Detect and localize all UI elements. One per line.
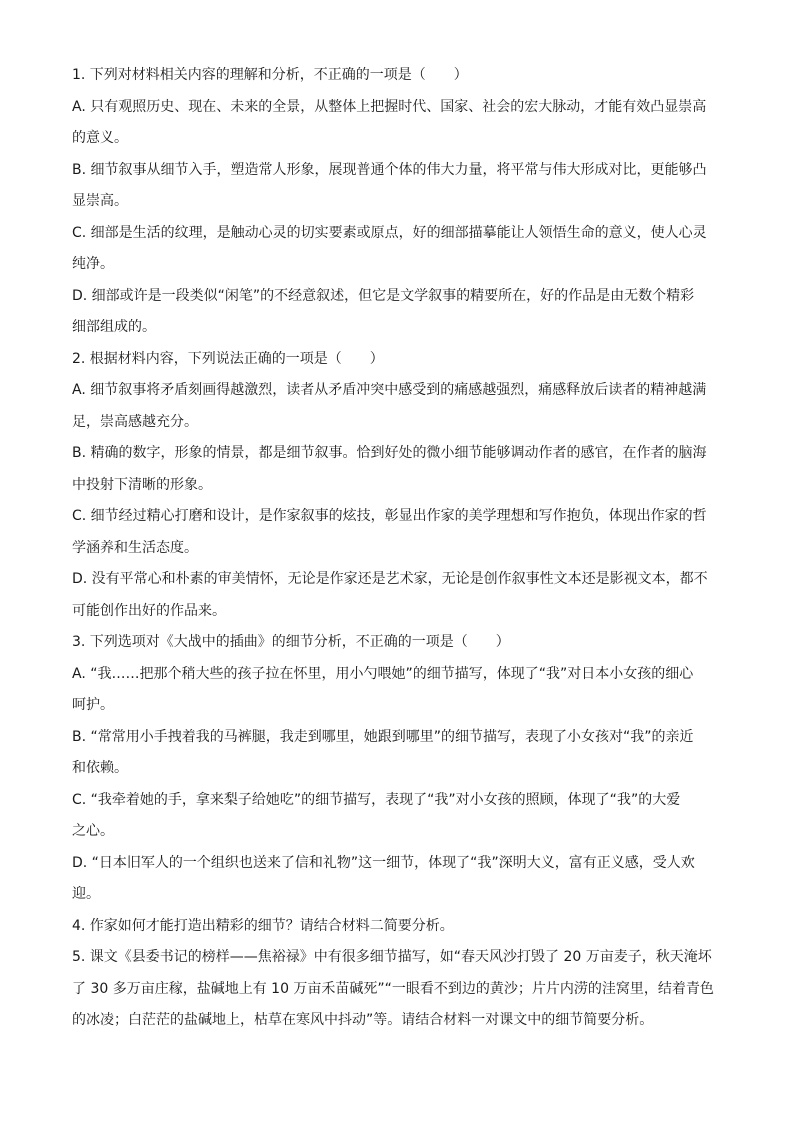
line-spacer [72,86,722,96]
question-stem-line: 了 30 多万亩庄稼，盐碱地上有 10 万亩禾苗碱死”“一眼看不到边的黄沙；片片内涝的洼窝里，结着青色 [72,980,714,997]
line-spacer [72,464,722,474]
line-spacer [72,937,722,947]
line-spacer [72,401,722,411]
line-spacer [72,968,722,978]
question-stem-line: 1. 下列对材料相关内容的理解和分析，不正确的一项是（ ） [72,67,468,83]
line-spacer [72,842,722,852]
line-spacer [72,212,722,222]
option-line: D. “日本旧军人的一个组织也送来了信和礼物”这一细节，体现了“我”深明大义，富有正义感，受人欢 [72,854,695,871]
option-line: A. 只有观照历史、现在、未来的全景，从整体上把握时代、国家、社会的宏大脉动，才能有效凸显崇高 [72,98,707,115]
line-spacer [72,1000,722,1010]
line-spacer [72,779,722,789]
line-spacer [72,496,722,506]
question-4 [72,905,722,937]
option-line: 显崇高。 [72,193,128,209]
option-line: 迎。 [72,886,100,902]
line-spacer [72,811,722,821]
line-spacer [72,307,722,317]
option-line: 可能创作出好的作品来。 [72,602,226,619]
question-stem-line: 的冰凌；白茫茫的盐碱地上，枯草在寒风中抖动”等。请结合材料一对课文中的细节简要分析。 [72,1012,654,1028]
option-line: B. 细节叙事从细节入手，塑造常人形象，展现普通个体的伟大力量，将平常与伟大形成对比，更能够凸 [72,161,707,178]
line-spacer [72,149,722,159]
question-stem-line: 3. 下列选项对《大战中的插曲》的细节分析，不正确的一项是（ ） [72,634,510,650]
line-spacer [72,622,722,632]
option-line: C. “我牵着她的手，拿来梨子给她吃”的细节描写，表现了“我”对小女孩的照顾，体现了“我”的大爱 [72,791,681,808]
option-line: B. “常常用小手拽着我的马裤腿，我走到哪里，她跟到哪里”的细节描写，表现了小女孩对“我”的亲近 [72,728,694,745]
line-spacer [72,653,722,663]
option-line: C. 细节经过精心打磨和设计，是作家叙事的炫技，彰显出作家的美学理想和写作抱负，体现出作家的哲 [72,508,707,524]
question-5 [72,937,722,1032]
option-line: 和依赖。 [72,760,128,776]
option-line: 学涵养和生活态度。 [72,539,198,556]
line-spacer [72,716,722,726]
option-line: C. 细部是生活的纹理，是触动心灵的切实要素或原点，好的细部描摹能让人领悟生命的意义，使人心灵 [72,224,707,241]
line-spacer [72,590,722,600]
line-spacer [72,874,722,884]
line-spacer [72,370,722,380]
line-spacer [72,275,722,285]
line-spacer [72,433,722,443]
line-spacer [72,527,722,537]
question-stem-line: 5. 课文《县委书记的榜样——焦裕禄》中有很多细节描写，如“春天风沙打毁了 20 万亩麦子，秋天淹坏 [72,949,712,965]
question-list [72,64,722,1031]
line-spacer [72,685,722,695]
option-line: D. 没有平常心和朴素的审美情怀，无论是作家还是艺术家，无论是创作叙事性文本还是影视文本，都不 [72,571,708,587]
option-line: 之心。 [72,823,114,839]
option-line: 纯净。 [72,256,114,272]
option-line: 中投射下清晰的形象。 [72,476,212,493]
line-spacer [72,748,722,758]
option-line: B. 精确的数字，形象的情景，都是细节叙事。恰到好处的微小细节能够调动作者的感官，在作者的脑海 [72,445,707,461]
line-spacer [72,559,722,569]
option-line: 的意义。 [72,130,128,146]
question-stem-line: 2. 根据材料内容，下列说法正确的一项是（ ） [72,350,384,367]
line-spacer [72,244,722,254]
question-stem-line: 4. 作家如何才能打造出精彩的细节？请结合材料二简要分析。 [72,917,454,934]
question-1 [72,64,722,338]
option-line: D. 细部或许是一段类似“闲笔”的不经意叙述，但它是文学叙事的精要所在，好的作品是由无数个精彩 [72,287,695,304]
option-line: 细部组成的。 [72,319,156,335]
line-spacer [72,905,722,915]
line-spacer [72,118,722,128]
question-3 [72,622,722,906]
question-2 [72,338,722,622]
option-line: 呵护。 [72,697,114,713]
option-line: A. “我……把那个稍大些的孩子拉在怀里，用小勺喂她”的细节描写，体现了“我”对日本小女孩的细心 [72,665,694,682]
option-line: 足，崇高感越充分。 [72,413,198,430]
line-spacer [72,338,722,348]
line-spacer [72,181,722,191]
option-line: A. 细节叙事将矛盾刻画得越激烈，读者从矛盾冲突中感受到的痛感越强烈，痛感释放后读者的精神越满 [72,382,707,398]
